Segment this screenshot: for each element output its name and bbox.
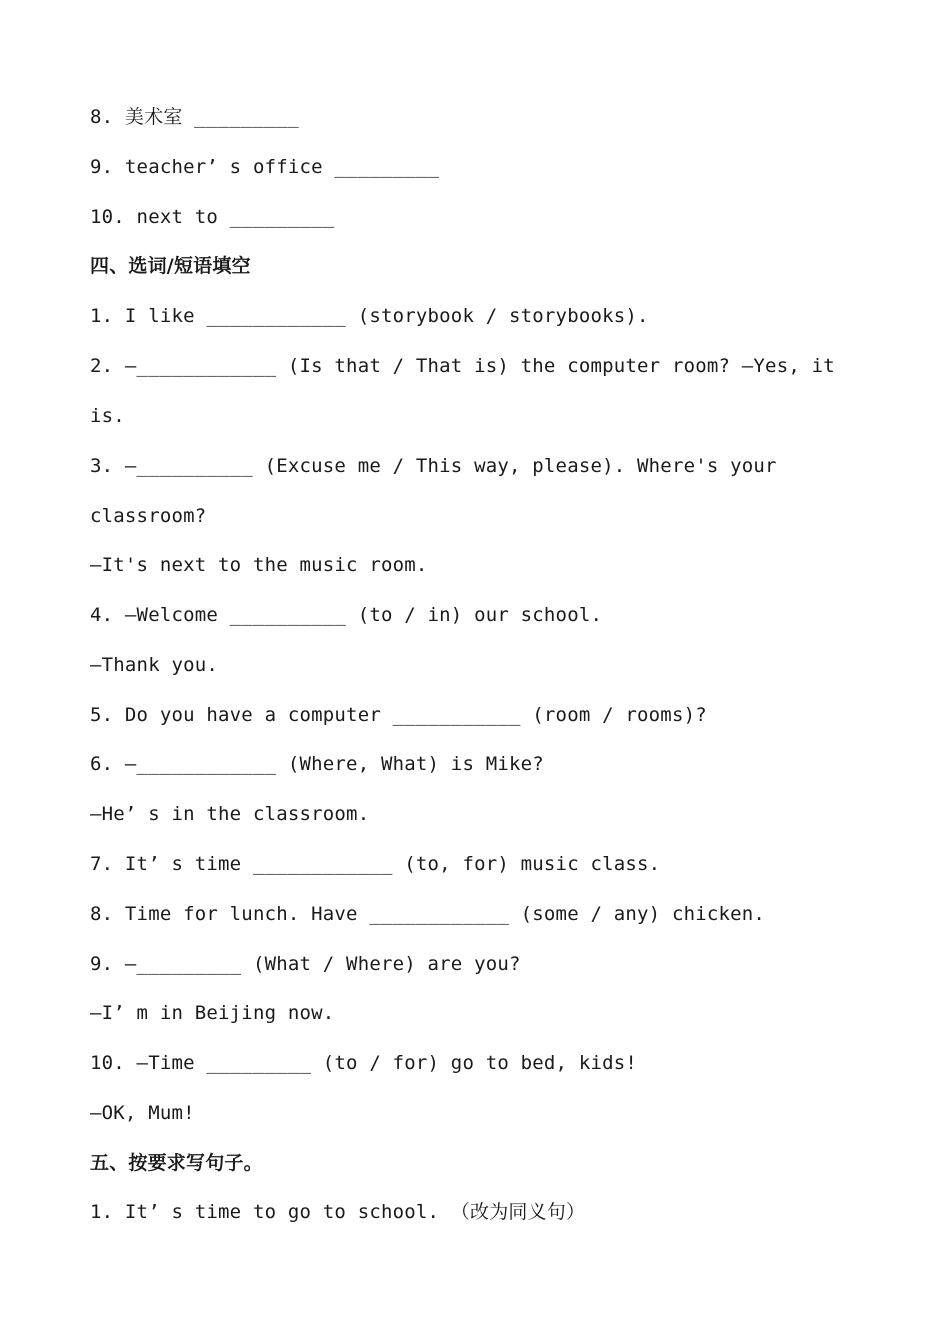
question-2-continued: is. — [90, 405, 125, 427]
question-4: 4. —Welcome __________ (to / in) our school. — [90, 604, 603, 626]
question-9-answer: —I’ m in Beijing now. — [90, 1002, 335, 1024]
question-6-answer: —He’ s in the classroom. — [90, 803, 370, 825]
question-9: 9. —_________ (What / Where) are you? — [90, 953, 521, 975]
question-2: 2. —____________ (Is that / That is) the computer room? —Yes, it — [90, 355, 835, 377]
vocab-item-9: 9. teacher’ s office _________ — [90, 156, 440, 178]
section-5-question-1: 1. It’ s time to go to school. （改为同义句） — [90, 1201, 586, 1223]
question-7: 7. It’ s time ____________ (to, for) music class. — [90, 853, 661, 875]
question-3-answer: —It's next to the music room. — [90, 554, 428, 576]
question-10-answer: —OK, Mum! — [90, 1102, 195, 1124]
question-10: 10. —Time _________ (to / for) go to bed, kids! — [90, 1052, 638, 1074]
section-5-title: 五、按要求写句子。 — [90, 1152, 263, 1174]
question-8: 8. Time for lunch. Have ____________ (some / any) chicken. — [90, 903, 766, 925]
question-1: 1. I like ____________ (storybook / storybooks). — [90, 305, 649, 327]
vocab-item-8: 8. 美术室 _________ — [90, 106, 299, 128]
section-4-title: 四、选词/短语填空 — [90, 255, 251, 277]
question-4-answer: —Thank you. — [90, 654, 219, 676]
question-6: 6. —____________ (Where, What) is Mike? — [90, 753, 544, 775]
vocab-item-10: 10. next to _________ — [90, 206, 335, 228]
question-5: 5. Do you have a computer ___________ (room / rooms)? — [90, 704, 707, 726]
question-3: 3. —__________ (Excuse me / This way, please). Where's your — [90, 455, 777, 477]
question-3-continued: classroom? — [90, 505, 207, 527]
